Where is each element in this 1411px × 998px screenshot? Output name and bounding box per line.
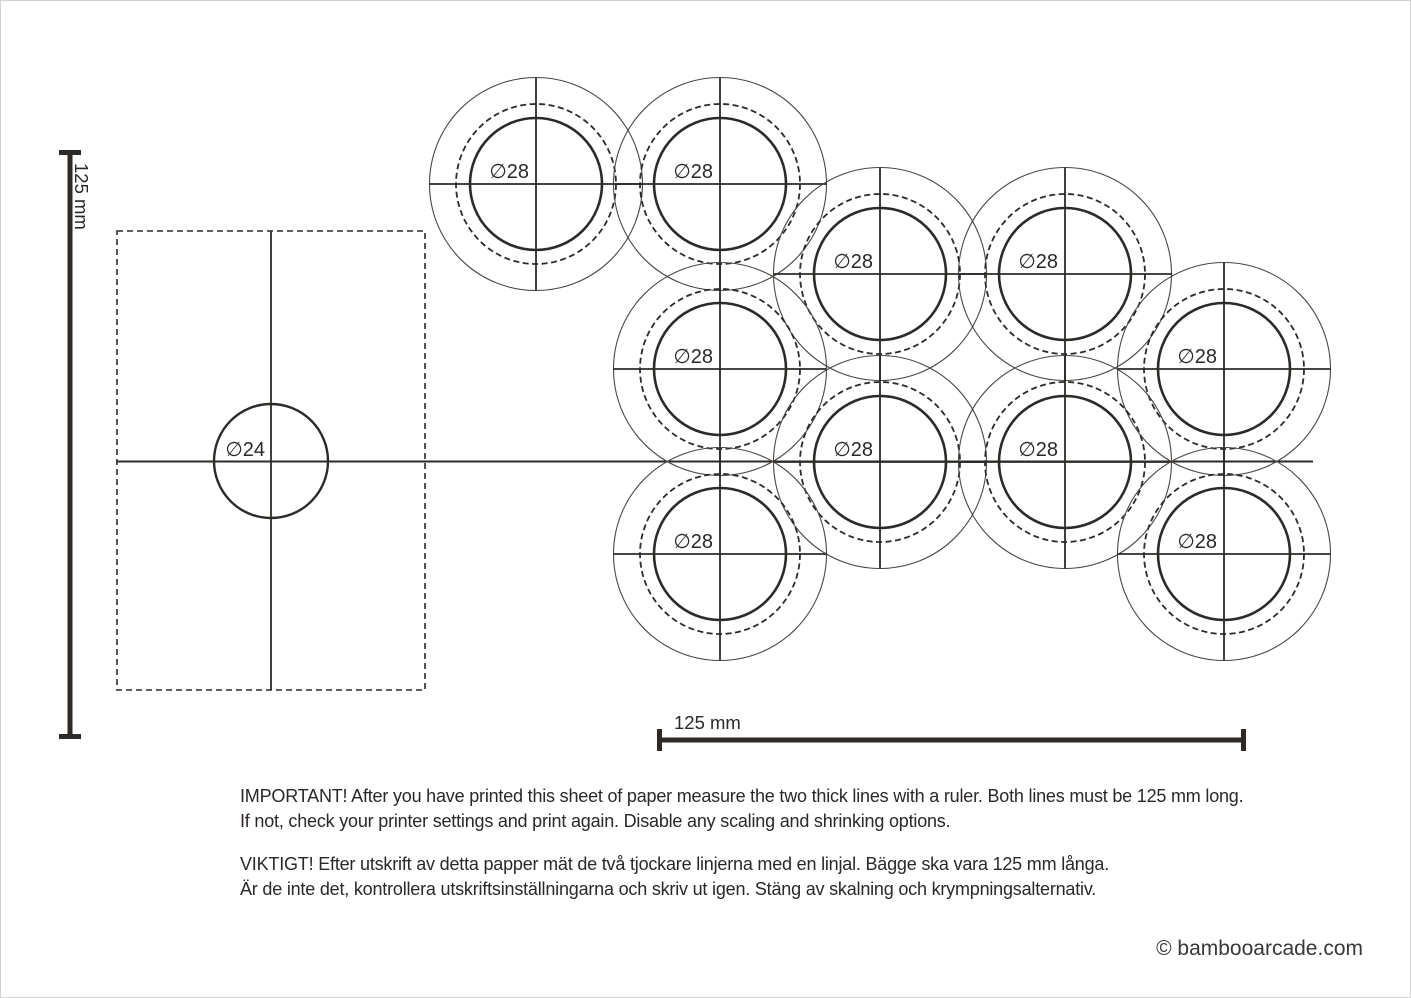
instructions-swedish-line2: Är de inte det, kontrollera utskriftsinställningarna och skriv ut igen. Stäng av skalning och krympningsalternativ. xyxy=(240,879,1097,899)
button-5-diameter-label: ∅28 xyxy=(673,346,713,368)
copyright-text: © bambooarcade.com xyxy=(1156,937,1363,960)
instructions-swedish-line1: VIKTIGT! Efter utskrift av detta papper mät de två tjockare linjerna med en linjal. Bägge ska vara 125 mm långa. xyxy=(240,854,1110,874)
button-7-diameter-label: ∅28 xyxy=(833,439,873,461)
button-3-diameter-label: ∅28 xyxy=(833,251,873,273)
button-9-diameter-label: ∅28 xyxy=(673,531,713,553)
print-instructions xyxy=(240,784,1243,902)
button-1-diameter-label: ∅28 xyxy=(489,161,529,183)
button-8-diameter-label: ∅28 xyxy=(1018,439,1058,461)
button-2-diameter-label: ∅28 xyxy=(673,161,713,183)
horizontal-ruler-label: 125 mm xyxy=(674,712,741,733)
instructions-english-line1: IMPORTANT! After you have printed this sheet of paper measure the two thick lines with a ruler. Both lines must be 125 mm long. xyxy=(240,786,1244,806)
instructions-english xyxy=(240,784,1243,834)
vertical-ruler-label: 125 mm xyxy=(71,163,92,230)
button-10-diameter-label: ∅28 xyxy=(1177,531,1217,553)
instructions-english-line2: If not, check your printer settings and print again. Disable any scaling and shrinking options. xyxy=(240,811,951,831)
button-6-diameter-label: ∅28 xyxy=(1177,346,1217,368)
button-4-diameter-label: ∅28 xyxy=(1018,251,1058,273)
joystick-diameter-label: ∅24 xyxy=(225,439,265,461)
instructions-swedish xyxy=(240,852,1243,902)
